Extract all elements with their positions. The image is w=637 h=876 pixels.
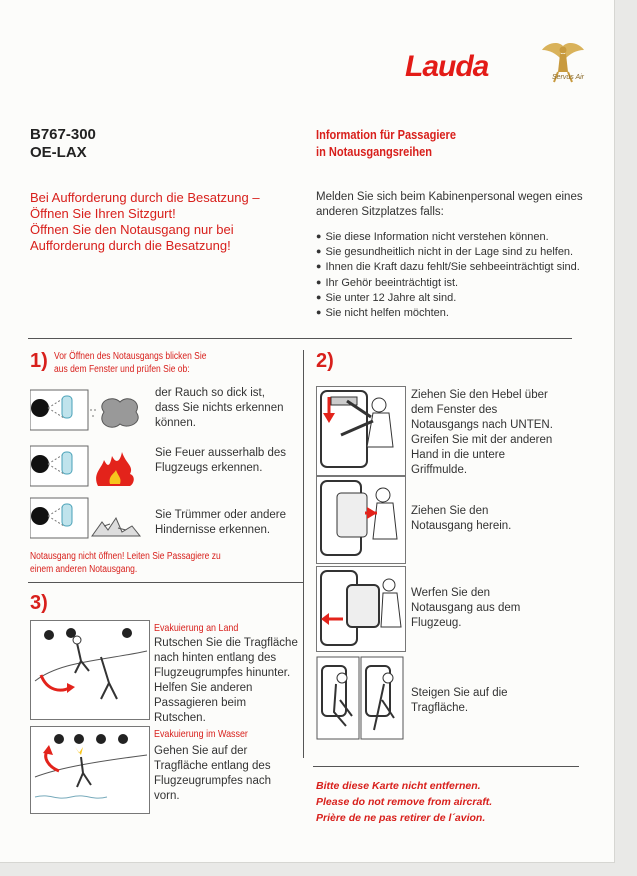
footer-note-de: Bitte diese Karte nicht entfernen.: [316, 780, 481, 792]
step-1-heading: Vor Öffnen des Notausgangs blicken Sie aus dem Fenster und prüfen Sie ob:: [54, 351, 207, 375]
step-1-item-text: der Rauch so dick ist, dass Sie nichts erkennen können.: [155, 387, 284, 429]
section-divider: [313, 766, 579, 767]
fire-picture: [30, 444, 146, 494]
throw-exit-picture: [316, 566, 406, 652]
list-item: ● Sie gesundheitlich nicht in der Lage sind zu helfen.: [316, 245, 580, 260]
land-evacuation-picture: [30, 620, 150, 720]
info-title: Information für Passagiere in Notausgangsreihen: [316, 127, 457, 159]
column-divider: [303, 350, 304, 758]
list-item: ● Ihnen die Kraft dazu fehlt/Sie sehbeeinträchtigt sind.: [316, 260, 580, 275]
list-item: ● Ihr Gehör beeinträchtigt ist.: [316, 276, 580, 291]
smoke-picture: [30, 388, 146, 438]
section-divider: [28, 338, 572, 339]
step-1-item-text: Sie Trümmer oder andere Hindernisse erkennen.: [155, 509, 287, 536]
land-evacuation-heading: Evakuierung an Land: [154, 622, 239, 634]
step-2-item-text: Ziehen Sie den Hebel über dem Fenster des Notausgangs nach UNTEN. Greifen Sie mit der anderen Hand in die untere Griffmulde.: [411, 389, 553, 476]
footer-note-en: Please do not remove from aircraft.: [316, 796, 493, 808]
aircraft-type: B767-300: [30, 126, 96, 143]
step-3-number: 3): [30, 592, 48, 614]
lauda-logo: Lauda: [405, 50, 489, 83]
footer-note-fr: Prière de ne pas retirer de l´avion.: [316, 812, 486, 824]
step-1-warning: Notausgang nicht öffnen! Leiten Sie Passagiere zu einem anderen Notausgang.: [30, 551, 221, 575]
exit-wing-picture: [316, 656, 404, 740]
water-evacuation-text: Gehen Sie auf der Tragfläche entlang des Flugzeugrumpfes nach vorn.: [154, 745, 271, 802]
land-evacuation-text: Rutschen Sie die Tragfläche nach hinten entlang des Flugzeugrumpfes hinunter. Helfen Sie anderen Passagieren beim Rutschen.: [154, 637, 298, 724]
step-2-item-text: Ziehen Sie den Notausgang herein.: [411, 505, 512, 532]
pull-handle-picture: [316, 386, 406, 476]
angel-seal-icon: [538, 38, 588, 94]
water-evacuation-heading: Evakuierung im Wasser: [154, 728, 248, 740]
footer-notice: [316, 778, 492, 826]
step-2-item-text: Werfen Sie den Notausgang aus dem Flugzeug.: [411, 587, 521, 629]
list-item: ● Sie unter 12 Jahre alt sind.: [316, 291, 580, 306]
condition-list: [316, 230, 580, 321]
debris-picture: [30, 496, 146, 546]
water-evacuation-picture: [30, 726, 150, 814]
crew-notice: Bei Aufforderung durch die Besatzung – Öffnen Sie Ihren Sitzgurt! Öffnen Sie den Notausgang nur bei Aufforderung durch die Besatzung!: [30, 190, 260, 253]
seal-text: Servus Air: [551, 74, 585, 81]
step-2-item-text: Steigen Sie auf die Tragfläche.: [411, 687, 508, 714]
section-divider: [28, 582, 303, 583]
list-item: ● Sie diese Information nicht verstehen können.: [316, 230, 580, 245]
step-1-item-text: Sie Feuer ausserhalb des Flugzeugs erkennen.: [155, 447, 287, 474]
step-2-number: 2): [316, 350, 334, 372]
step-1-number: 1): [30, 350, 48, 372]
registration: OE-LAX: [30, 144, 87, 161]
aircraft-id: [30, 126, 96, 162]
pull-exit-picture: [316, 476, 406, 564]
report-intro: Melden Sie sich beim Kabinenpersonal wegen eines anderen Sitzplatzes falls:: [316, 191, 583, 218]
list-item: ● Sie nicht helfen möchten.: [316, 306, 580, 321]
